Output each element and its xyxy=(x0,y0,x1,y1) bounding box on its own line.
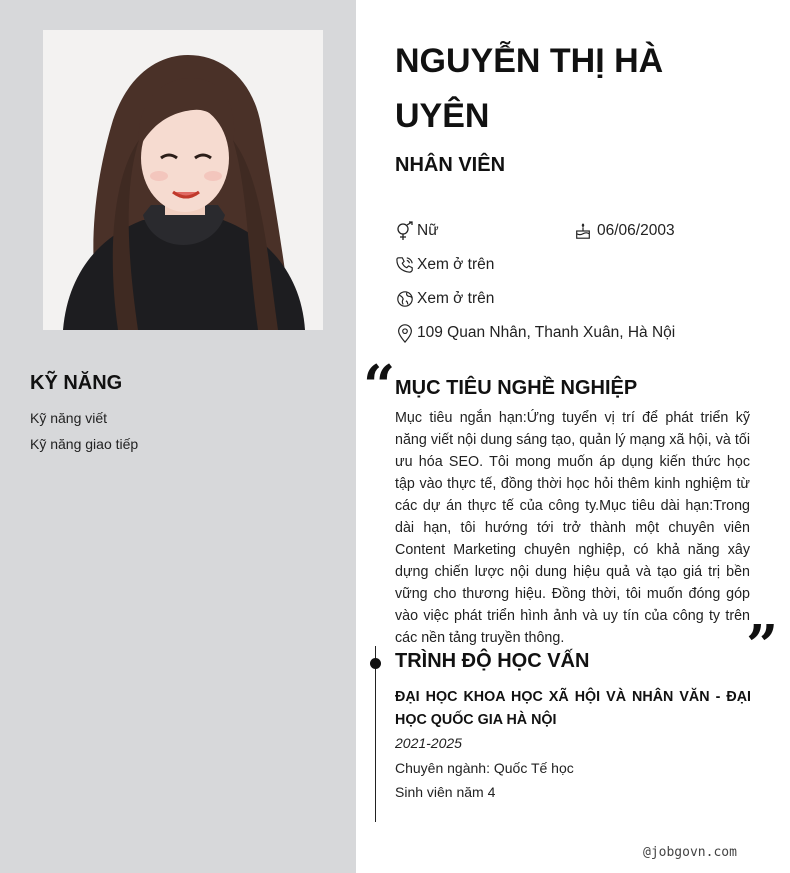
address-row xyxy=(395,322,675,344)
skill-item: Kỹ năng giao tiếp xyxy=(30,436,139,452)
education-period: 2021-2025 xyxy=(395,735,462,751)
phone-row xyxy=(395,254,494,276)
cake-icon xyxy=(573,221,593,241)
location-pin-icon xyxy=(395,323,415,343)
skills-list xyxy=(30,408,138,460)
phone-value: Xem ở trên xyxy=(417,256,495,273)
candidate-position: NHÂN VIÊN xyxy=(395,154,506,176)
skills-title: KỸ NĂNG xyxy=(30,372,123,394)
education-status: Sinh viên năm 4 xyxy=(395,784,496,800)
gender-icon xyxy=(395,221,415,241)
skill-item: Kỹ năng viết xyxy=(30,410,108,426)
birthday-value: 06/06/2003 xyxy=(597,222,675,239)
globe-icon xyxy=(395,289,415,309)
candidate-name: NGUYỄN THỊ HÀ UYÊN xyxy=(395,42,664,135)
timeline-line xyxy=(375,646,376,822)
school-name: ĐẠI HỌC KHOA HỌC XÃ HỘI VÀ NHÂN VĂN - ĐẠI HỌC QUỐC GIA HÀ NỘI xyxy=(395,689,751,728)
quote-open-icon: “ xyxy=(363,353,396,419)
website-row xyxy=(395,288,494,310)
gender-value: Nữ xyxy=(417,222,439,239)
education-major: Chuyên ngành: Quốc Tế học xyxy=(395,760,574,776)
website-value: Xem ở trên xyxy=(417,290,495,307)
phone-icon xyxy=(395,255,415,275)
birthday-row xyxy=(573,220,675,242)
objective-title: MỤC TIÊU NGHỀ NGHIỆP xyxy=(395,377,638,399)
gender-row xyxy=(395,220,439,242)
education-title: TRÌNH ĐỘ HỌC VẤN xyxy=(395,650,590,672)
timeline-dot xyxy=(370,658,381,669)
objective-text: Mục tiêu ngắn hạn:Ứng tuyển vị trí để phát triển kỹ năng viết nội dung sáng tạo, quản lý mạng xã hội, và tối ưu hóa SEO. Tôi mong muốn áp dụng kiến thức học tập vào thực tế, đồng thời học hỏi thêm kinh nghiệm từ các dự án thực tế của công ty.Mục tiêu dài hạn:Trong dài hạn, tôi hướng tới trở thành một chuyên viên Content Marketing chuyên nghiệp, có khả năng xây dựng chiến lược nội dung hiệu quả và tạo giá trị bền vững cho thương hiệu. Đồng thời, tôi muốn đóng góp vào việc phát triển hình ảnh và uy tín của công ty trên các nền tảng truyền thông. xyxy=(395,410,750,646)
address-value: 109 Quan Nhân, Thanh Xuân, Hà Nội xyxy=(417,324,676,341)
watermark: @jobgovn.com xyxy=(643,845,737,860)
profile-photo xyxy=(43,30,323,330)
quote-close-icon: ” xyxy=(746,613,779,679)
